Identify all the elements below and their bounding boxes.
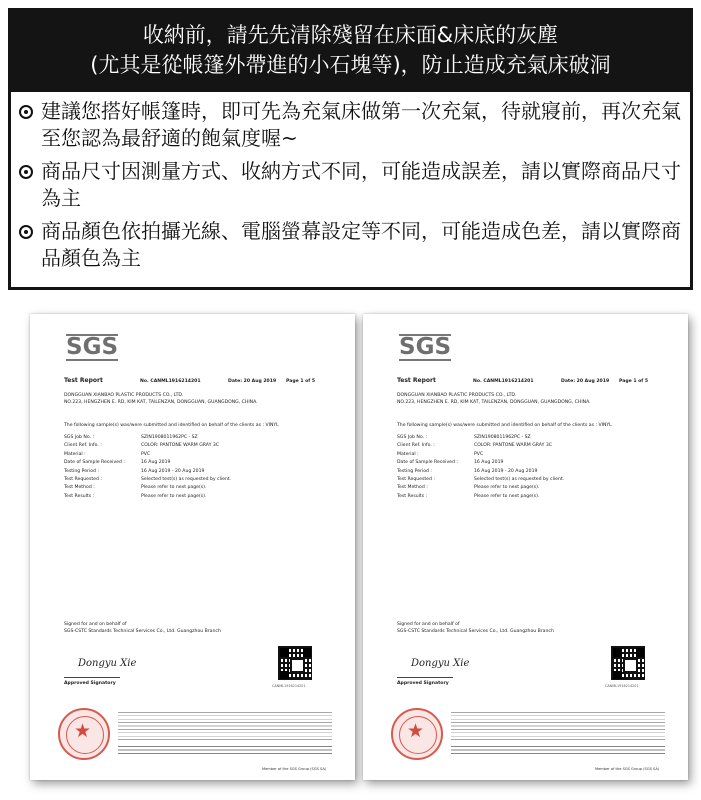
field-value: Please refer to next page(s). — [474, 493, 540, 499]
bullet-circle-icon — [19, 105, 33, 119]
company-address: NO.223, HENGZHEN E. RD, KIM KAT, TAILENZAN, DONGGUAN, GUANGDONG, CHINA. — [397, 400, 591, 406]
note-text: 商品顏色依拍攝光線、電腦螢幕設定等不同，可能造成色差，請以實際商品顏色為主 — [41, 219, 681, 270]
sample-intro: The following sample(s) was/were submitted and identified on behalf of the clients as : VINYL — [64, 423, 279, 428]
field-key: Test Method : — [397, 485, 428, 491]
report-fields — [64, 434, 334, 501]
field-key: Testing Period : — [397, 468, 432, 474]
sgs-logo: SGS — [399, 334, 452, 360]
field-key: Test Results : — [397, 493, 428, 499]
field-row — [397, 468, 667, 476]
field-value: SZIN1908011962PC - SZ — [141, 435, 198, 440]
notes-list — [8, 92, 693, 290]
report-page: Page 1 of 5 — [286, 379, 316, 384]
signature-image: Dongyu Xie — [411, 658, 470, 669]
field-row — [64, 468, 334, 476]
field-key: SGS Job No. : — [64, 435, 95, 440]
qr-code-icon — [611, 646, 645, 680]
field-key: SGS Job No. : — [397, 435, 428, 440]
signature-image: Dongyu Xie — [78, 658, 137, 669]
banner-line-1: 收納前，請先先清除殘留在床面&床底的灰塵 — [142, 23, 559, 47]
sgs-logo: SGS — [66, 334, 119, 360]
signed-line-1: Signed for and on behalf of — [64, 622, 127, 627]
banner-line-2: (尤其是從帳篷外帶進的小石塊等)，防止造成充氣床破洞 — [90, 53, 611, 77]
field-row — [64, 493, 334, 501]
company-address: NO.223, HENGZHEN E. RD, KIM KAT, TAILENZAN, DONGGUAN, GUANGDONG, CHINA. — [64, 400, 258, 406]
field-row — [397, 493, 667, 501]
field-value: Please refer to next page(s). — [141, 485, 207, 491]
field-value: Selected test(s) as requested by client. — [141, 476, 232, 482]
note-text: 建議您搭好帳篷時，即可先為充氣床做第一次充氣，待就寢前，再次充氣至您認為最舒適的飽氣度喔~ — [41, 99, 681, 150]
field-key: Date of Sample Received : — [64, 460, 125, 466]
report-fields — [397, 434, 667, 501]
red-seal-stamp — [391, 708, 443, 760]
signed-line-2: SGS-CSTC Standards Technical Services Co., Ltd. Guangzhou Branch — [64, 629, 221, 635]
disclaimer-fineprint — [118, 712, 332, 742]
field-key: Test Requested : — [397, 476, 435, 482]
field-value: COLOR: PANTONE WARM GRAY 3C — [141, 443, 219, 449]
report-date: Date: 20 Aug 2019 — [228, 379, 277, 384]
sgs-test-report-right — [363, 314, 688, 780]
field-value: COLOR: PANTONE WARM GRAY 3C — [474, 443, 552, 449]
field-key: Date of Sample Received : — [397, 460, 458, 466]
field-key: Material : — [397, 451, 419, 457]
field-key: Testing Period : — [64, 468, 99, 474]
field-key: Client Ref. Info. : — [64, 443, 102, 449]
company-block — [397, 392, 667, 407]
report-title: Test Report — [64, 377, 103, 384]
disclaimer-fineprint — [451, 712, 665, 742]
star-icon: ★ — [407, 720, 425, 742]
field-row — [64, 476, 334, 484]
report-date: Date: 20 Aug 2019 — [561, 379, 610, 384]
field-value: Please refer to next page(s). — [474, 485, 540, 491]
field-value: Selected test(s) as requested by client. — [474, 476, 565, 482]
field-key: Material : — [64, 451, 86, 457]
field-row — [397, 476, 667, 484]
report-title: Test Report — [397, 377, 436, 384]
member-of-sgs: Member of the SGS Group (SGS SA) — [595, 767, 660, 771]
report-number: No. CANML1916214201 — [473, 379, 534, 384]
qr-code-icon — [278, 646, 312, 680]
signed-on-behalf — [397, 621, 597, 636]
star-icon: ★ — [74, 720, 92, 742]
field-value: Please refer to next page(s). — [141, 493, 207, 499]
signed-line-2: SGS-CSTC Standards Technical Services Co., Ltd. Guangzhou Branch — [397, 629, 554, 635]
sgs-test-report-left — [30, 314, 355, 780]
bullet-circle-icon — [19, 225, 33, 239]
report-page: Page 1 of 5 — [619, 379, 649, 384]
field-value: 16 Aug 2019 — [474, 460, 504, 466]
member-of-sgs: Member of the SGS Group (SGS SA) — [262, 767, 327, 771]
field-row — [64, 484, 334, 492]
signed-on-behalf — [64, 621, 264, 636]
field-row — [397, 434, 667, 442]
approved-signatory: Approved Signatory — [64, 681, 116, 686]
company-block — [64, 392, 334, 407]
field-value: SZIN1908011962PC - SZ — [474, 435, 531, 440]
note-item — [19, 98, 682, 152]
signed-line-1: Signed for and on behalf of — [397, 622, 460, 627]
field-key: Test Results : — [64, 493, 95, 499]
field-value: 16 Aug 2019 - 20 Aug 2019 — [141, 468, 205, 474]
contact-fineprint — [451, 746, 665, 755]
qr-caption: CANML1916214201 — [605, 684, 639, 688]
sample-intro: The following sample(s) was/were submitted and identified on behalf of the clients as : VINYL — [397, 423, 612, 428]
field-value: PVC — [474, 451, 484, 457]
field-row — [64, 459, 334, 467]
qr-caption: CANML1916214201 — [272, 684, 306, 688]
bullet-circle-icon — [19, 165, 33, 179]
field-row — [397, 451, 667, 459]
field-key: Test Method : — [64, 485, 95, 491]
field-row — [397, 442, 667, 450]
approved-signatory: Approved Signatory — [397, 681, 449, 686]
notice-banner — [8, 8, 693, 92]
field-value: PVC — [141, 451, 151, 457]
field-row — [397, 484, 667, 492]
field-key: Client Ref. Info. : — [397, 443, 435, 449]
signature-line — [397, 677, 453, 678]
field-value: 16 Aug 2019 — [141, 460, 171, 466]
signature-line — [64, 677, 120, 678]
field-value: 16 Aug 2019 - 20 Aug 2019 — [474, 468, 538, 474]
report-number: No. CANML1916214201 — [140, 379, 201, 384]
company-name: DONGGUAN XIANBAO PLASTIC PRODUCTS CO., LTD. — [64, 393, 184, 398]
field-key: Test Requested : — [64, 476, 102, 482]
red-seal-stamp — [58, 708, 110, 760]
note-text: 商品尺寸因測量方式、收納方式不同，可能造成誤差，請以實際商品尺寸為主 — [41, 159, 681, 210]
note-item — [19, 158, 682, 212]
company-name: DONGGUAN XIANBAO PLASTIC PRODUCTS CO., LTD. — [397, 393, 517, 398]
field-row — [64, 451, 334, 459]
field-row — [397, 459, 667, 467]
field-row — [64, 442, 334, 450]
note-item — [19, 218, 682, 272]
contact-fineprint — [118, 746, 332, 755]
field-row — [64, 434, 334, 442]
